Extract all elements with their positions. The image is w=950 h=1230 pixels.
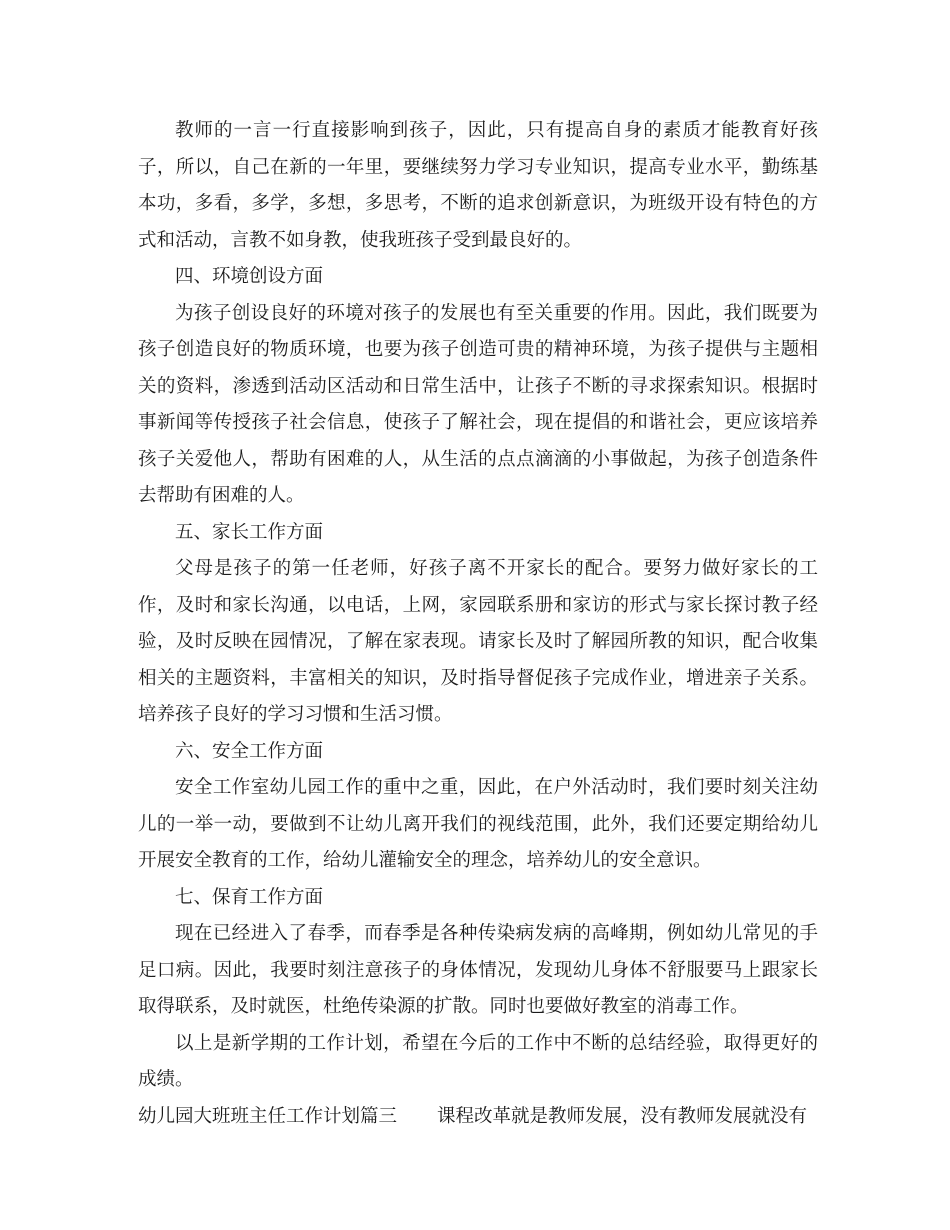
section-title-line	[138, 1099, 818, 1136]
paragraph-care: 现在已经进入了春季，而春季是各种传染病发病的高峰期，例如幼儿常见的手足口病。因此，我要时刻注意孩子的身体情况，发现幼儿身体不舒服要马上跟家长取得联系，及时就医，杜绝传染源的扩散。同时也要做好教室的消毒工作。	[138, 923, 818, 1017]
heading-environment: 四、环境创设方面	[175, 266, 324, 287]
section-title: 幼儿园大班班主任工作计划篇三	[138, 1105, 398, 1127]
paragraph-safety: 安全工作室幼儿园工作的重中之重，因此，在户外活动时，我们要时刻关注幼儿的一举一动，要做到不让幼儿离开我们的视线范围，此外，我们还要定期给幼儿开展安全教育的工作，给幼儿灌输安全的理念，培养幼儿的安全意识。	[138, 777, 818, 871]
paragraph-conclusion: 以上是新学期的工作计划，希望在今后的工作中不断的总结经验，取得更好的成绩。	[138, 1032, 818, 1090]
heading-care: 七、保育工作方面	[175, 886, 324, 908]
paragraph-parents: 父母是孩子的第一任老师，好孩子离不开家长的配合。要努力做好家长的工作，及时和家长沟通，以电话，上网，家园联系册和家访的形式与家长探讨教子经验，及时反映在园情况，了解在家表现。请家长及时了解园所教的知识，配合收集相关的主题资料，丰富相关的知识，及时指导督促孩子完成作业，增进亲子关系。培养孩子良好的学习习惯和生活习惯。	[138, 558, 818, 725]
section-intro-text: 课程改革就是教师发展，没有教师发展就没有	[437, 1105, 808, 1127]
heading-parents: 五、家长工作方面	[175, 521, 324, 543]
paragraph-environment: 为孩子创设良好的环境对孩子的发展也有至关重要的作用。因此，我们既要为孩子创造良好的物质环境，也要为孩子创造可贵的精神环境，为孩子提供与主题相关的资料，渗透到活动区活动和日常生活中，让孩子不断的寻求探索知识。根据时事新闻等传授孩子社会信息，使孩子了解社会，现在提倡的和谐社会，更应该培养孩子关爱他人，帮助有困难的人，从生活的点点滴滴的小事做起，为孩子创造条件去帮助有困难的人。	[138, 302, 818, 506]
document-body	[138, 113, 818, 1135]
heading-safety: 六、安全工作方面	[175, 740, 324, 762]
paragraph-teacher-example: 教师的一言一行直接影响到孩子，因此，只有提高自身的素质才能教育好孩子，所以，自己在新的一年里，要继续努力学习专业知识，提高专业水平，勤练基本功，多看，多学，多想，多思考，不断的追求创新意识，为班级开设有特色的方式和活动，言教不如身教，使我班孩子受到最良好的。	[138, 120, 818, 251]
